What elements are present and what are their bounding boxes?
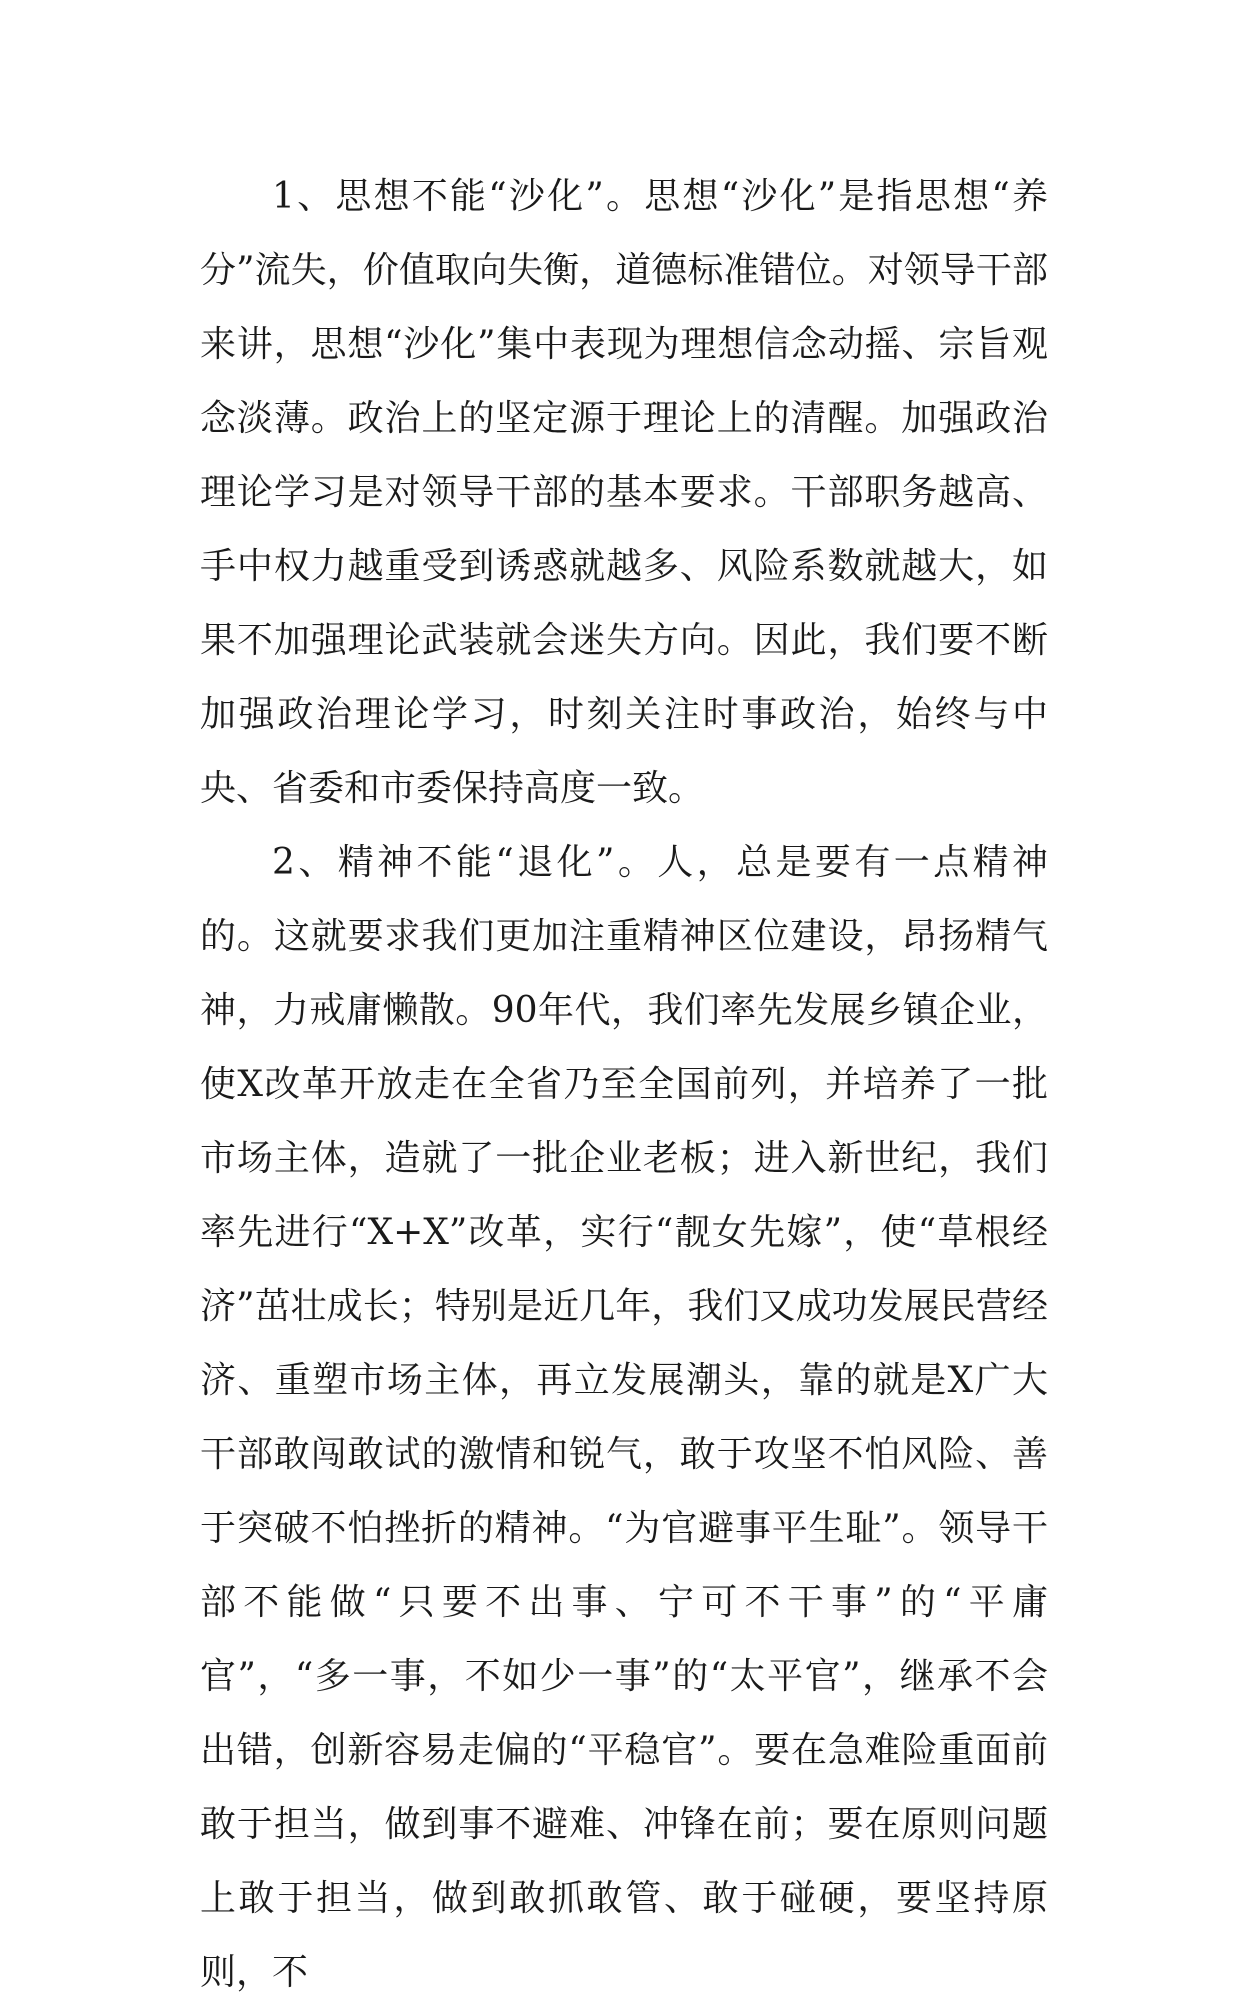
body-text <box>200 160 1048 2010</box>
paragraph-thought-not-desertified: 1、思想不能“沙化”。思想“沙化”是指思想“养分”流失，价值取向失衡，道德标准错位。对领导干部来讲，思想“沙化”集中表现为理想信念动摇、宗旨观念淡薄。政治上的坚定源于理论上的清醒。加强政治理论学习是对领导干部的基本要求。干部职务越高、手中权力越重受到诱惑就越多、风险系数就越大，如果不加强理论武装就会迷失方向。因此，我们要不断加强政治理论学习，时刻关注时事政治，始终与中央、省委和市委保持高度一致。 <box>200 176 1048 809</box>
paragraph-spirit-not-degenerated: 2、精神不能“退化”。人，总是要有一点精神的。这就要求我们更加注重精神区位建设，昂扬精气神，力戒庸懒散。90年代，我们率先发展乡镇企业，使X改革开放走在全省乃至全国前列，并培养了一批市场主体，造就了一批企业老板；进入新世纪，我们率先进行“X+X”改革，实行“靓女先嫁”，使“草根经济”茁壮成长；特别是近几年，我们又成功发展民营经济、重塑市场主体，再立发展潮头，靠的就是X广大干部敢闯敢试的激情和锐气，敢于攻坚不怕风险、善于突破不怕挫折的精神。“为官避事平生耻”。领导干部不能做“只要不出事、宁可不干事”的“平庸官”，“多一事，不如少一事”的“太平官”，继承不会出错，创新容易走偏的“平稳官”。要在急难险重面前敢于担当，做到事不避难、冲锋在前；要在原则问题上敢于担当，做到敢抓敢管、敢于碰硬，要坚持原则，不 <box>200 842 1048 1993</box>
